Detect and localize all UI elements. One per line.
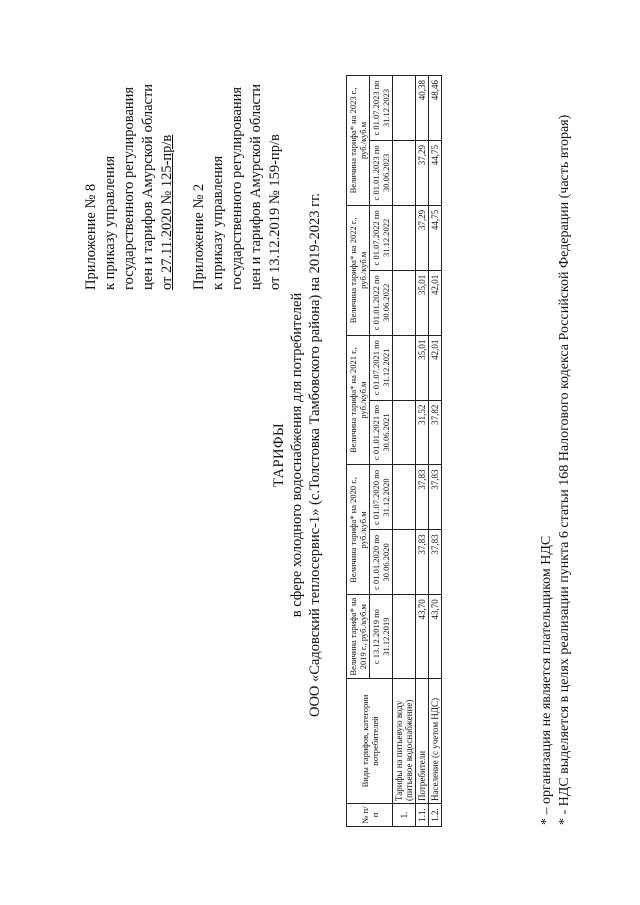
appendix-2-line1: Приложение № 2 xyxy=(191,183,207,290)
appendix-8-line1: Приложение № 8 xyxy=(83,183,99,290)
footnotes xyxy=(538,65,574,825)
row11-cell: 35,01 xyxy=(416,335,429,400)
row11-cell: 35,01 xyxy=(416,270,429,335)
table-header-row xyxy=(347,76,370,827)
header-kind: Виды тарифов, категории потребителей xyxy=(347,679,393,804)
header-2022: Величина тарифа* на 2022 г., руб./куб.м xyxy=(347,205,370,335)
tariff-table-wrapper xyxy=(346,75,442,827)
row12-cell: 48,46 xyxy=(429,76,442,141)
tariff-table xyxy=(346,75,442,827)
heading-line3: ООО «Садовский теплосервис-1» (с.Толстовка Тамбовского района) на 2019-2023 гг. xyxy=(307,192,323,718)
appendix-8-line5: от 27.11.2020 № 125-пр/в xyxy=(159,134,175,290)
row1-label: Тарифы на питьевую воду (питьевое водоснабжение) xyxy=(393,679,416,804)
row11-cell: 37,83 xyxy=(416,530,429,595)
row11-cell: 31,52 xyxy=(416,400,429,465)
appendix-8-line4: цен и тарифов Амурской области xyxy=(140,83,156,290)
row12-cell: 42,01 xyxy=(429,335,442,400)
row12-cell: 37,82 xyxy=(429,400,442,465)
table-row xyxy=(416,76,429,827)
appendix-2-line4: цен и тарифов Амурской области xyxy=(248,83,264,290)
row11-label: Потребители xyxy=(416,679,429,804)
row12-cell: 44,75 xyxy=(429,205,442,270)
document-heading xyxy=(270,105,324,805)
period-2022b: с 01.07.2022 по 31.12.2022 xyxy=(370,205,393,270)
row11-cell: 37,29 xyxy=(416,205,429,270)
appendix-8-block xyxy=(82,0,177,290)
period-2022a: с 01.01.2022 по 30.06.2022 xyxy=(370,270,393,335)
period-2020b: с 01.07.2020 по 31.12.2020 xyxy=(370,465,393,530)
appendix-2-line5: от 13.12.2019 № 159-пр/в xyxy=(267,134,283,290)
row12-cell: 43,70 xyxy=(429,595,442,679)
row11-cell: 43,70 xyxy=(416,595,429,679)
appendix-8-line2: к приказу управления xyxy=(102,155,118,290)
row11-cell: 37,83 xyxy=(416,465,429,530)
appendix-2-line2: к приказу управления xyxy=(210,155,226,290)
period-2021b: с 01.07.2021 по 31.12.2021 xyxy=(370,335,393,400)
period-2021a: с 01.01.2021 по 30.06.2021 xyxy=(370,400,393,465)
period-2020a: с 01.01.2020 по 30.06.2020 xyxy=(370,530,393,595)
table-row xyxy=(393,76,416,827)
period-2023a: с 01.01.2023 по 30.06.2023 xyxy=(370,140,393,205)
footnote-1: * – организация не является плательщиком НДС xyxy=(539,535,554,825)
header-2020: Величина тарифа* на 2020 г., руб./куб.м xyxy=(347,465,370,595)
heading-line2: в сфере холодного водоснабжения для потребителей xyxy=(289,292,305,618)
row11-num: 1.1. xyxy=(416,804,429,827)
period-2019: с 13.12.2019 по 31.12.2019 xyxy=(370,595,393,679)
heading-title: ТАРИФЫ xyxy=(271,422,287,488)
header-num: № п/п xyxy=(347,804,393,827)
period-2023b: с 01.07.2023 по 31.12.2023 xyxy=(370,76,393,141)
header-2019: Величина тарифа* на 2019 г., руб./куб.м xyxy=(347,595,370,679)
row12-label: Население (с учетом НДС) xyxy=(429,679,442,804)
row12-cell: 37,83 xyxy=(429,465,442,530)
appendix-2-line3: государственного регулирования xyxy=(229,86,245,290)
header-2023: Величина тарифа* на 2023 г., руб./куб.м xyxy=(347,76,370,206)
footnote-2: * - НДС выделяется в целях реализации пункта 6 статьи 168 Налогового кодекса Российской Федерации (часть вторая) xyxy=(557,114,572,825)
row1-num: 1. xyxy=(393,804,416,827)
table-row xyxy=(429,76,442,827)
appendix-8-line3: государственного регулирования xyxy=(121,86,137,290)
header-2021: Величина тарифа* на 2021 г., руб./куб.м xyxy=(347,335,370,465)
row12-num: 1.2. xyxy=(429,804,442,827)
row12-cell: 44,75 xyxy=(429,140,442,205)
row12-cell: 42,01 xyxy=(429,270,442,335)
row11-cell: 40,38 xyxy=(416,76,429,141)
row11-cell: 37,29 xyxy=(416,140,429,205)
row12-cell: 37,83 xyxy=(429,530,442,595)
